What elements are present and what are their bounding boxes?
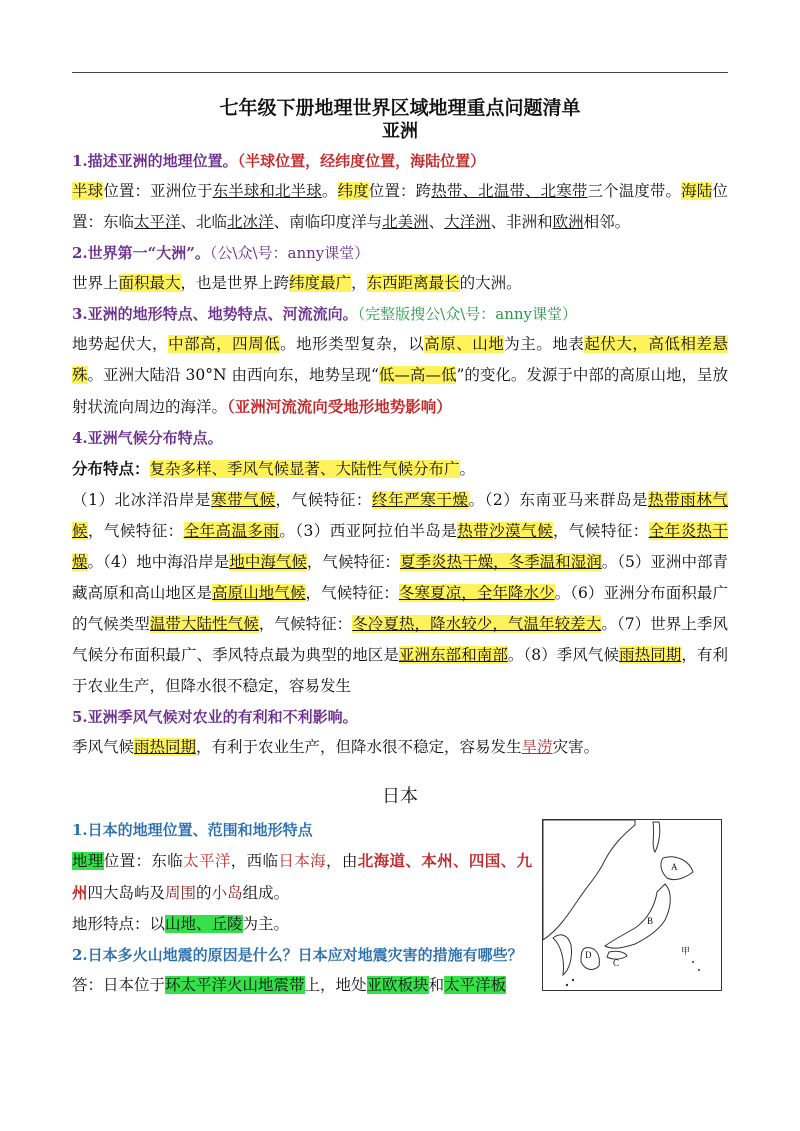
japan-question-1: 1.日本的地理位置、范围和地形特点 bbox=[72, 821, 313, 839]
asia-question-3: 3.亚洲的地形特点、地势特点、河流流向。（完整版搜公\众\号：anny课堂） bbox=[72, 305, 578, 323]
map-label-c: C bbox=[613, 958, 620, 968]
document-page bbox=[72, 96, 728, 1001]
japan-map-drawing bbox=[543, 820, 721, 990]
asia-question-4: 4.亚洲气候分布特点。 bbox=[72, 429, 223, 447]
asia-question-5: 5.亚洲季风气候对农业的有利和不利影响。 bbox=[72, 708, 358, 726]
japan-question-2: 2.日本多火山地震的原因是什么？日本应对地震灾害的措施有哪些？ bbox=[72, 946, 523, 964]
japan-paragraph-2: 地形特点：以山地、丘陵为主。 bbox=[72, 915, 290, 933]
asia-paragraph-2: 世界上面积最大，也是世界上跨纬度最广，东西距离最长的大洲。 bbox=[72, 274, 522, 292]
map-label-jia: 甲 bbox=[681, 946, 691, 956]
header-rule bbox=[72, 72, 728, 73]
page-title: 七年级下册地理世界区域地理重点问题清单 bbox=[219, 97, 581, 119]
asia-question-2: 2.世界第一“大洲”。（公\众\号：anny课堂） bbox=[72, 244, 370, 262]
map-label-a: A bbox=[671, 862, 678, 872]
japan-text bbox=[72, 815, 532, 1001]
asia-paragraph-3: 地势起伏大，中部高，四周低。地形类型复杂，以高原、山地为主。地表起伏大，高低相差悬殊。亚洲大陆沿 30°N 由西向东，地势呈现“低—高—低”的变化。发源于中部的高原山地，呈放射状流向周边的海洋。（亚洲河流流向受地形地势影响） bbox=[72, 335, 728, 416]
asia-paragraph-6: 季风气候雨热同期，有利于农业生产，但降水很不稳定，容易发生旱涝灾害。 bbox=[72, 738, 600, 756]
map-label-b: B bbox=[647, 916, 654, 926]
section-title-asia: 亚洲 bbox=[382, 121, 418, 142]
japan-map bbox=[542, 819, 722, 991]
asia-paragraph-5: （1）北冰洋沿岸是寒带气候，气候特征：终年严寒干燥。（2）东南亚马来群岛是热带雨林气候，气候特征：全年高温多雨。（3）西亚阿拉伯半岛是热带沙漠气候，气候特征：全年炎热干燥。（4）地中海沿岸是地中海气候，气候特征：夏季炎热干燥，冬季温和湿润。（5）亚洲中部青藏高原和高山地区是高原山地气候，气候特征：冬寒夏凉，全年降水少。（6）亚洲分布面积最广的气候类型温带大陆性气候，气候特征：冬冷夏热，降水较少，气温年较差大。（7）世界上季风气候分布面积最广、季风特点最为典型的地区是亚洲东部和南部。（8）季风气候雨热同期，有利于农业生产，但降水很不稳定，容易发生 bbox=[72, 491, 728, 695]
asia-question-1: 1.描述亚洲的地理位置。（半球位置，经纬度位置，海陆位置） bbox=[72, 152, 486, 170]
japan-paragraph-1: 地理位置：东临太平洋，西临日本海，由北海道、本州、四国、九州四大岛屿及周围的小岛组成。 bbox=[72, 851, 532, 902]
asia-paragraph-4: 分布特点：复杂多样、季风气候显著、大陆性气候分布广。 bbox=[72, 459, 476, 478]
section-title-japan: 日本 bbox=[382, 786, 418, 807]
japan-section bbox=[72, 815, 728, 1001]
map-label-d: D bbox=[585, 950, 592, 960]
japan-paragraph-3: 答：日本位于环太平洋火山地震带上，地处亚欧板块和太平洋板 bbox=[72, 976, 507, 994]
asia-paragraph-1: 半球位置：亚洲位于东半球和北半球。纬度位置：跨热带、北温带、北寒带三个温度带。海陆位置：东临太平洋、北临北冰洋、南临印度洋与北美洲、大洋洲、非洲和欧洲相邻。 bbox=[72, 182, 728, 231]
